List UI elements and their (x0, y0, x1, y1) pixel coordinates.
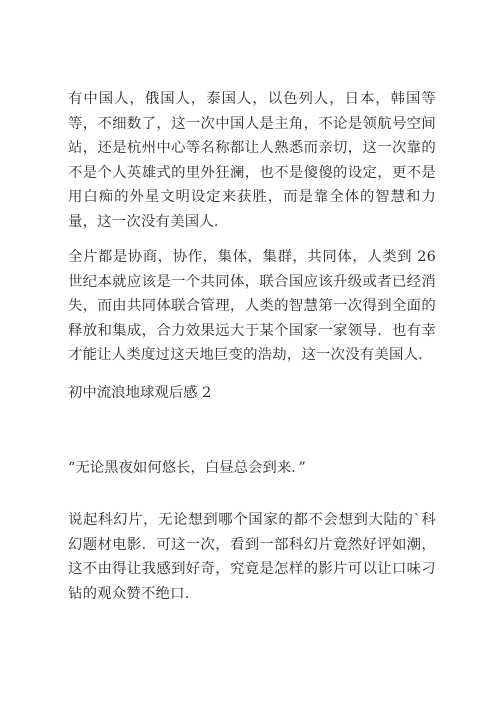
section-title: 初中流浪地球观后感 2 (68, 385, 212, 401)
paragraph-1: 有中国人，俄国人，泰国人，以色列人，日本，韩国等等，不细数了，这一次中国人是主角，不论是领航号空间站，还是杭州中心等名称都让人熟悉而亲切，这一次靠的不是个人英雄式的里外狂澜，也不是傻傻的设定，更不是用白痴的外星文明设定来获胜，而是靠全体的智慧和力量，这一次没有美国人. (68, 91, 436, 230)
paragraph-2: 全片都是协商，协作，集体，集群，共同体，人类到 26 世纪本就应该是一个共同体，联合国应该升级或者已经消失，而由共同体联合管理，人类的智慧第一次得到全面的释放和集成，合力效果远大于某个国家一家领导．也有幸才能让人类度过这天地巨变的浩劫，这一次没有美国人. (68, 249, 436, 363)
quote-line: “无论黑夜如何悠长，白昼总会到来．” (68, 460, 306, 476)
paragraph-3: 说起科幻片，无论想到哪个国家的都不会想到大陆的`科幻题材电影．可这一次，看到一部科幻片竟然好评如潮，这不由得让我感到好奇，究竟是怎样的影片可以让口味刁钻的观众赞不绝口. (68, 512, 436, 602)
